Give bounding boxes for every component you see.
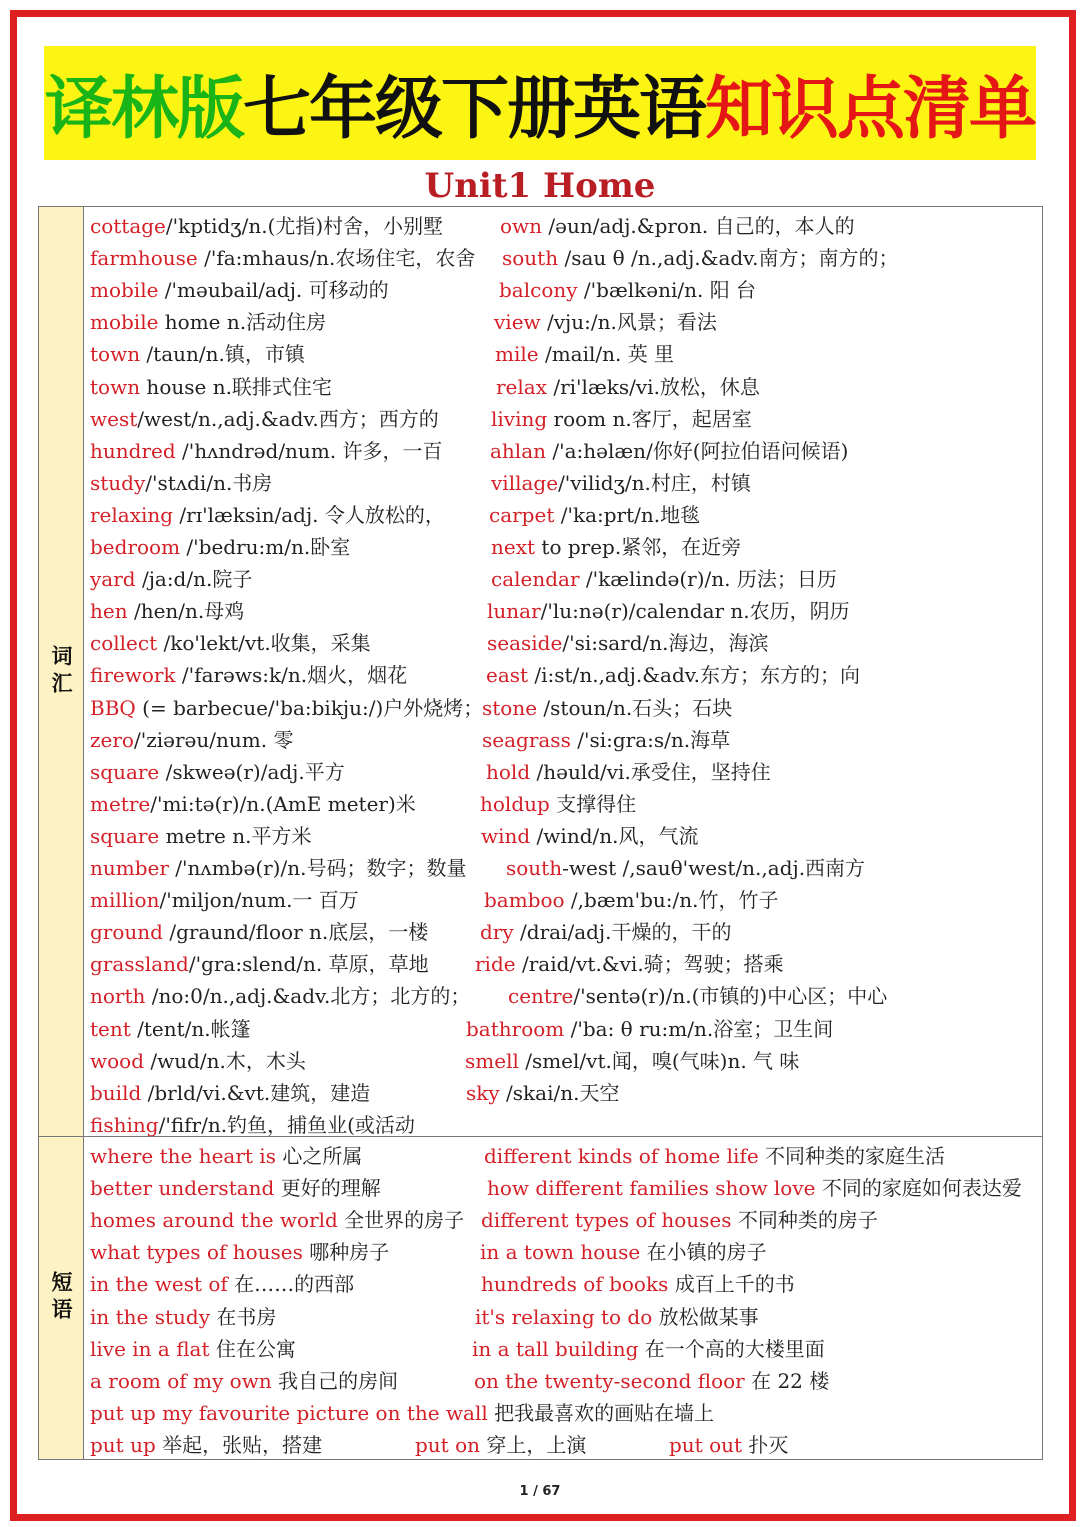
phrase-entry-right [474, 1365, 829, 1397]
vocab-entry-right [508, 980, 887, 1012]
vocab-entry-left [90, 499, 445, 531]
phrase-entry-left-keyword: in the study [90, 1304, 211, 1329]
vocab-entry-right-keyword: view [494, 310, 541, 335]
vocab-entry-left-definition: /'kptidʒ/n.(尤指)村舍，小别墅 [165, 214, 444, 238]
phrase-entry-right [481, 1268, 795, 1300]
vocab-entry-right-keyword: own [500, 214, 543, 238]
phrase-entry-left-definition: 哪种房子 [302, 1240, 390, 1265]
vocab-entry-left-keyword: metre [90, 791, 151, 816]
vocab-entry-right [491, 403, 752, 435]
vocab-entry-left [90, 1013, 251, 1045]
vocab-entry-right-definition: /wind/n.风，气流 [530, 823, 699, 848]
title-part-2: 七年级下册英语 [242, 69, 705, 149]
vocab-entry-left-definition: /'miljon/num.一 百万 [159, 888, 359, 913]
vocab-entry-right-definition: /'kælində(r)/n. 历法；日历 [579, 567, 837, 592]
vocab-entry-left [90, 692, 483, 724]
vocab-entry-right-keyword: mile [495, 342, 539, 367]
phrases-label-cell [39, 1137, 84, 1459]
phrase-entry-left-definition: 更好的理解 [274, 1176, 381, 1201]
vocab-entry-left-definition: metre n.平方米 [159, 823, 312, 848]
phrase-entry-keyword: put on [415, 1432, 480, 1457]
vocab-entry-left [90, 210, 443, 242]
vocab-entry-right-keyword: south [506, 856, 563, 880]
vocab-entry-left-definition: /brld/vi.&vt.建筑，建造 [141, 1080, 371, 1105]
vocab-entry-right-definition: /'si:gra:s/n.海草 [570, 727, 731, 752]
phrase-entry-left-definition: 住在公寓 [209, 1336, 296, 1361]
vocab-entry-right-definition: /'si:sard/n.海边，海滨 [562, 631, 769, 656]
phrase-entry-left [90, 1236, 389, 1268]
vocab-entry-right [466, 1077, 619, 1109]
vocab-entry-left [90, 788, 416, 820]
vocabulary-label-cell [39, 207, 84, 1136]
vocab-entry-right-definition: 支撑得住 [549, 791, 637, 816]
vocab-entry-left [90, 595, 244, 627]
vocab-entry-left-definition: /taun/n.镇，市镇 [140, 342, 305, 367]
phrase-entry-right-definition: 成百上千的书 [668, 1272, 795, 1297]
vocab-entry-right-definition: room n.客厅，起居室 [547, 406, 752, 431]
phrase-entry-left [90, 1301, 276, 1333]
vocab-entry-right-keyword: south [502, 246, 559, 271]
phrase-entry-left [90, 1397, 714, 1429]
vocab-entry-right-definition: /smel/vt.闻，嗅(气味)n. 气 味 [518, 1048, 800, 1073]
vocab-entry-left-keyword: west [90, 406, 138, 431]
vocab-entry-left-definition: /graund/floor n.底层，一楼 [162, 920, 429, 945]
vocab-entry-left-keyword: mobile [90, 278, 159, 303]
vocab-entry-right-definition: /həuld/vi.承受住，坚持住 [530, 759, 771, 784]
vocab-entry-right [495, 338, 674, 370]
vocab-entry-right-keyword: centre [508, 984, 574, 1009]
phrase-entry [415, 1429, 586, 1461]
vocab-entry-right [502, 242, 898, 274]
vocab-entry-left [90, 659, 407, 691]
vocab-entry-right [487, 627, 769, 659]
vocab-entry-left [90, 756, 345, 788]
vocabulary-section [39, 207, 1042, 1137]
phrase-entry-right [481, 1204, 878, 1236]
vocab-entry-left-definition: /ja:d/n.院子 [135, 567, 253, 592]
phrase-entry-left-definition: 在书房 [210, 1304, 277, 1329]
phrase-entry-left-keyword: where the heart is [90, 1144, 276, 1168]
phrase-entry-left [90, 1204, 464, 1236]
phrase-entry-right [472, 1333, 825, 1365]
vocab-entry-left [90, 852, 466, 884]
vocab-entry-right [482, 692, 732, 724]
phrase-entry-right-keyword: how different families show love [487, 1176, 816, 1201]
phrase-entry [669, 1429, 788, 1461]
phrase-entry-left-keyword: homes around the world [90, 1208, 338, 1233]
phrase-entry-left [90, 1172, 381, 1204]
vocab-entry-left [90, 1109, 415, 1141]
vocab-entry-right-keyword: relax [496, 374, 547, 399]
vocab-entry-right [491, 563, 837, 595]
vocab-entry-right-definition: /'lu:nə(r)/calendar n.农历，阴历 [540, 599, 850, 624]
phrase-entry-definition: 穿上，上演 [480, 1432, 587, 1457]
phrase-entry-right-definition: 不同的家庭如何表达爱 [815, 1176, 1022, 1201]
vocab-entry-right [482, 724, 730, 756]
phrase-entry-right [475, 1301, 759, 1333]
phrase-entry-left-keyword: what types of houses [90, 1240, 303, 1265]
vocab-entry-right [480, 788, 636, 820]
vocab-entry-left-definition: /'nʌmbə(r)/n.号码；数字；数量 [168, 856, 467, 880]
phrase-entry-right-keyword: it's relaxing to do [475, 1304, 653, 1329]
vocab-entry-left-keyword: town [90, 342, 141, 367]
vocab-entry-right-keyword: village [491, 470, 559, 495]
vocab-entry-left-definition: /'gra:slend/n. 草原，草地 [188, 952, 429, 977]
vocab-entry-right [481, 820, 698, 852]
vocab-entry-right-definition: /drai/adj.干燥的，干的 [513, 920, 732, 945]
vocab-entry-right-definition: to prep.紧邻，在近旁 [535, 535, 742, 559]
vocab-entry-left-keyword: study [90, 470, 146, 495]
vocab-entry-right-keyword: seagrass [482, 727, 571, 752]
vocab-entry-left [90, 724, 293, 756]
vocab-entry-right [475, 948, 784, 980]
vocab-entry-right-definition: /'vilidʒ/n.村庄，村镇 [558, 470, 751, 495]
vocab-entry-right-keyword: sky [466, 1080, 500, 1105]
page-title [45, 55, 1035, 152]
vocab-entry-left-definition: (= barbecue/'ba:bikju:/)户外烧烤； [135, 695, 484, 720]
vocab-entry-left-keyword: hen [90, 599, 128, 624]
vocab-entry-left-keyword: zero [90, 727, 134, 752]
vocab-entry-left-definition: /west/n.,adj.&adv.西方；西方的 [137, 406, 439, 431]
vocab-entry-left [90, 820, 311, 852]
phrase-entry-right [487, 1172, 1022, 1204]
phrase-entry-left-keyword: put up my favourite picture on the wall [90, 1400, 488, 1425]
vocab-entry-left [90, 435, 443, 467]
vocab-entry-right-definition: /mail/n. 英 里 [538, 342, 675, 367]
vocab-entry-right [499, 274, 756, 306]
title-banner [44, 46, 1036, 160]
vocab-entry-left-definition: /'məubail/adj. 可移动的 [158, 278, 389, 303]
vocab-entry-left [90, 948, 429, 980]
vocab-entry-right-keyword: next [491, 535, 536, 559]
vocab-entry-left [90, 563, 252, 595]
vocab-entry-left-definition: /'hʌndrəd/num. 许多，一百 [175, 438, 443, 463]
vocab-entry-left-definition: /'bedru:m/n.卧室 [180, 535, 351, 559]
vocab-entry-left-definition: /ko'lekt/vt.收集，采集 [157, 631, 371, 656]
phrase-entry-left-definition: 我自己的房间 [271, 1368, 399, 1393]
vocab-entry-right-keyword: lunar [487, 599, 541, 624]
vocab-entry-left-definition: /tent/n.帐篷 [130, 1016, 251, 1041]
vocab-entry-right [484, 884, 779, 916]
vocab-entry-left [90, 242, 475, 274]
vocab-entry-right-keyword: balcony [499, 278, 578, 303]
phrase-entry-right-keyword: on the twenty-second floor [474, 1368, 745, 1393]
vocab-entry-left-definition: home n.活动住房 [158, 310, 327, 335]
vocab-entry-right-definition: /'ka:prt/n.地毯 [554, 502, 701, 527]
vocab-entry-right [465, 1045, 799, 1077]
vocab-entry-left-keyword: collect [90, 631, 158, 656]
vocab-entry-left-keyword: bedroom [90, 535, 181, 559]
vocab-entry-left [90, 627, 371, 659]
phrase-entry-left-keyword: in the west of [90, 1272, 228, 1297]
vocab-entry-right-keyword: living [491, 406, 548, 431]
phrase-entry-left-keyword: live in a flat [90, 1336, 210, 1361]
phrase-entry-left [90, 1365, 398, 1397]
vocab-entry-left-definition: /'ziərəu/num. 零 [133, 727, 294, 752]
vocab-entry-right [496, 371, 760, 403]
phrase-entry-right-definition: 在小镇的房子 [640, 1240, 767, 1265]
phrase-entry-right [484, 1140, 945, 1172]
vocab-entry-right [494, 306, 717, 338]
phrase-entry-left [90, 1268, 354, 1300]
phrase-entry-left [90, 1333, 296, 1365]
vocab-entry-right [490, 435, 848, 467]
vocab-entry-left [90, 916, 428, 948]
vocab-entry-right-definition: -west /,sauθ'west/n.,adj.西南方 [562, 856, 866, 880]
phrase-entry-left-definition: 全世界的房子 [337, 1208, 465, 1233]
vocab-entry-right-keyword: east [486, 663, 529, 688]
phrase-entry-right-definition: 放松做某事 [652, 1304, 759, 1329]
vocab-entry-left-definition: /'mi:tə(r)/n.(AmE meter)米 [150, 791, 416, 816]
phrase-entry-right-definition: 不同种类的家庭生活 [758, 1144, 946, 1168]
vocab-entry-left [90, 338, 305, 370]
phrases-label: 短语 [49, 1271, 73, 1325]
phrase-entry-right-definition: 不同种类的房子 [731, 1208, 878, 1233]
vocab-entry-left-keyword: number [90, 856, 169, 880]
vocab-entry-left-keyword: million [90, 888, 160, 913]
vocab-entry-left-keyword: north [90, 984, 146, 1009]
knowledge-table [38, 206, 1043, 1460]
vocab-entry-right-definition: /raid/vt.&vi.骑；驾驶；搭乘 [515, 952, 784, 977]
vocab-entry-right-definition: /'a:həlæn/你好(阿拉伯语问候语) [546, 438, 849, 463]
vocab-entry-left-definition: /'fifr/n.钓鱼，捕鱼业(或活动 [158, 1112, 415, 1137]
vocab-entry-right-keyword: dry [480, 920, 514, 945]
phrase-entry-left-definition: 在……的西部 [227, 1272, 355, 1297]
vocab-entry-left [90, 531, 350, 563]
phrase-entry-keyword: put out [669, 1432, 743, 1457]
vocab-entry-right [491, 467, 751, 499]
vocab-entry-left [90, 467, 272, 499]
vocab-entry-right [506, 852, 865, 884]
phrase-entry-left-definition: 心之所属 [275, 1144, 363, 1168]
phrase-entry-right-keyword: in a town house [480, 1240, 641, 1265]
vocab-entry-left-keyword: BBQ [90, 695, 136, 720]
vocab-entry-left [90, 980, 470, 1012]
page-number: 1 / 67 [519, 1484, 561, 1499]
phrase-entry-right-keyword: different kinds of home life [484, 1144, 759, 1168]
vocab-entry-right-keyword: ahlan [490, 438, 547, 463]
vocab-entry-right-definition: /'ba: θ ru:m/n.浴室；卫生间 [564, 1016, 834, 1041]
vocab-entry-right [500, 210, 855, 242]
phrase-entry-definition: 举起，张贴，搭建 [155, 1432, 323, 1457]
vocab-entry-left [90, 1077, 370, 1109]
vocab-entry-right [466, 1013, 833, 1045]
vocab-entry-left-keyword: hundred [90, 438, 176, 463]
vocab-entry-left-keyword: build [90, 1080, 142, 1105]
vocab-entry-right-definition: /,bæm'bu:/n.竹，竹子 [564, 888, 779, 913]
vocab-entry-right [487, 595, 850, 627]
vocab-entry-left-keyword: fishing [90, 1112, 159, 1137]
vocab-entry-right [489, 499, 700, 531]
vocab-entry-right-definition: /'bælkəni/n. 阳 台 [577, 278, 757, 303]
vocab-entry-right-definition: /'sentə(r)/n.(市镇的)中心区；中心 [573, 984, 888, 1009]
vocab-entry-right-keyword: smell [465, 1048, 519, 1073]
phrases-section [39, 1137, 1042, 1459]
vocab-entry-right-definition: /skai/n.天空 [499, 1080, 620, 1105]
title-part-1: 译林版 [44, 69, 243, 149]
phrase-entry-left-definition: 把我最喜欢的画贴在墙上 [487, 1400, 715, 1425]
phrase-entry-left [90, 1140, 362, 1172]
vocab-entry-left-definition: /hen/n.母鸡 [127, 599, 245, 624]
vocab-entry-right [491, 531, 741, 563]
phrase-entry [90, 1429, 322, 1461]
vocab-entry-right [480, 916, 731, 948]
vocab-entry-left [90, 306, 326, 338]
vocab-entry-right-definition: /əun/adj.&pron. 自己的，本人的 [542, 214, 855, 238]
vocab-entry-left-keyword: relaxing [90, 502, 174, 527]
vocab-entry-left-keyword: town [90, 374, 141, 399]
title-part-3: 知识点清单 [705, 69, 1036, 149]
phrase-entry-definition: 扑灭 [742, 1432, 789, 1457]
vocab-entry-left-keyword: tent [90, 1016, 131, 1041]
vocab-entry-left-definition: /rɪ'læksin/adj. 令人放松的， [173, 502, 445, 527]
vocab-entry-right-keyword: stone [482, 695, 538, 720]
phrase-entry-right-definition: 在 22 楼 [744, 1368, 830, 1393]
phrase-entry-left-keyword: a room of my own [90, 1368, 272, 1393]
vocab-entry-right-keyword: seaside [487, 631, 563, 656]
vocabulary-label: 词汇 [49, 644, 73, 699]
vocab-entry-left-definition: /'stʌdi/n.书房 [145, 470, 273, 495]
vocab-entry-right-keyword: calendar [491, 567, 580, 592]
vocab-entry-right-definition: /stoun/n.石头；石块 [537, 695, 733, 720]
vocab-entry-left-definition: /wud/n.木，木头 [144, 1048, 306, 1073]
phrase-entry-right-keyword: in a tall building [472, 1336, 639, 1361]
vocab-entry-right-keyword: ride [475, 952, 516, 977]
vocab-entry-left-definition: house n.联排式住宅 [140, 374, 332, 399]
vocab-entry-right-definition: /vju:/n.风景；看法 [540, 310, 717, 335]
vocab-entry-left-keyword: wood [90, 1048, 145, 1073]
vocab-entry-right-keyword: bathroom [466, 1016, 565, 1041]
vocab-entry-left-definition: /no:0/n.,adj.&adv.北方；北方的； [145, 984, 471, 1009]
vocab-entry-right-definition: /sau θ /n.,adj.&adv.南方；南方的； [558, 246, 899, 271]
vocab-entry-right-definition: /i:st/n.,adj.&adv.东方；东方的；向 [528, 663, 861, 688]
vocab-entry-left-keyword: firework [90, 663, 176, 688]
vocab-entry-left [90, 371, 332, 403]
unit-title: Unit1 Home [424, 166, 656, 206]
vocab-entry-right-keyword: bamboo [484, 888, 565, 913]
vocab-entry-right-definition: /ri'læks/vi.放松，休息 [547, 374, 760, 399]
vocab-entry-left-definition: /'farəws:k/n.烟火，烟花 [175, 663, 408, 688]
vocab-entry-right [486, 659, 860, 691]
vocab-entry-left-keyword: square [90, 823, 160, 848]
vocab-entry-left [90, 1045, 306, 1077]
vocab-entry-right-keyword: holdup [480, 791, 550, 816]
vocab-entry-right-keyword: wind [481, 823, 531, 848]
phrase-entry-keyword: put up [90, 1432, 156, 1457]
vocab-entry-left [90, 403, 439, 435]
phrase-entry-left-keyword: better understand [90, 1176, 275, 1201]
phrase-entry-right-keyword: different types of houses [481, 1208, 732, 1233]
vocab-entry-right [486, 756, 771, 788]
phrase-entry-right [480, 1236, 767, 1268]
vocab-entry-right-keyword: carpet [489, 502, 555, 527]
phrase-entry-right-definition: 在一个高的大楼里面 [638, 1336, 825, 1361]
vocab-entry-left-keyword: mobile [90, 310, 159, 335]
vocab-entry-left-keyword: square [90, 759, 160, 784]
vocab-entry-left-definition: /'fa:mhaus/n.农场住宅，农舍 [197, 246, 476, 271]
vocab-entry-left-definition: /skweə(r)/adj.平方 [159, 759, 345, 784]
phrase-entry-right-keyword: hundreds of books [481, 1272, 669, 1297]
vocab-entry-left-keyword: cottage [90, 214, 166, 238]
vocab-entry-left-keyword: grassland [90, 952, 189, 977]
vocab-entry-left [90, 274, 389, 306]
vocab-entry-left-keyword: yard [90, 567, 136, 592]
vocab-entry-left-keyword: ground [90, 920, 163, 945]
vocab-entry-left [90, 884, 359, 916]
vocab-entry-left-keyword: farmhouse [90, 246, 198, 271]
vocab-entry-right-keyword: hold [486, 759, 531, 784]
